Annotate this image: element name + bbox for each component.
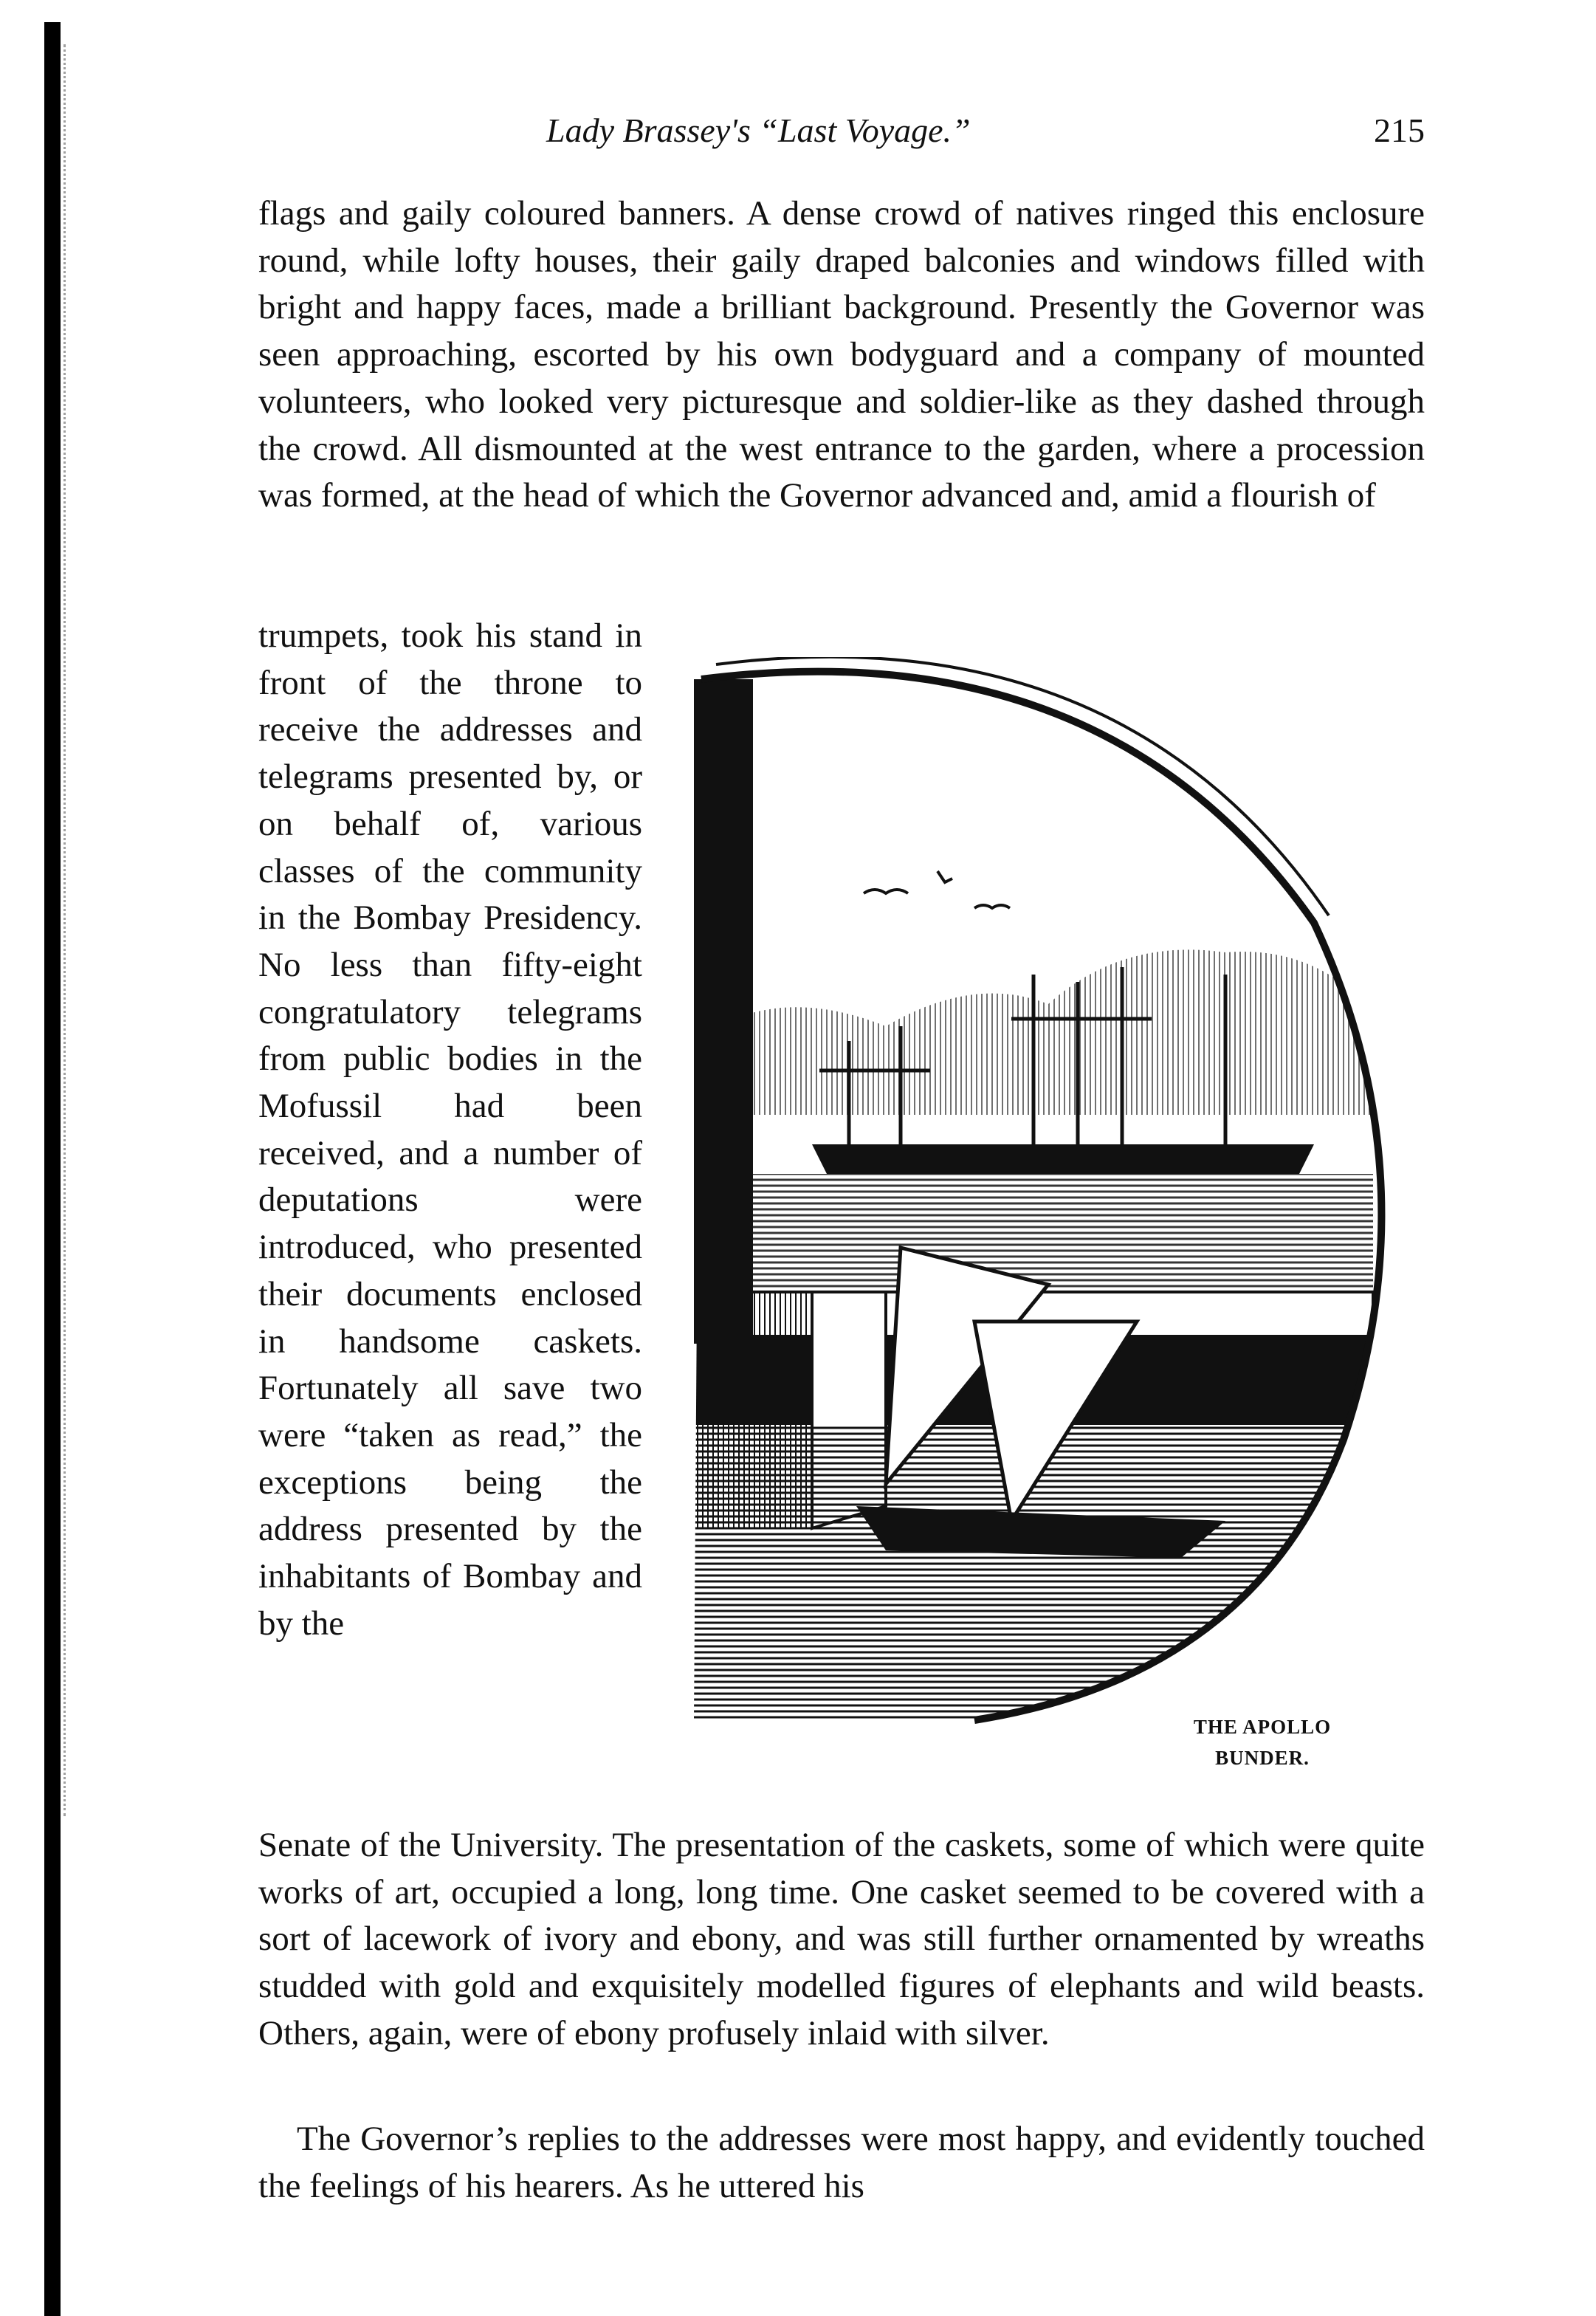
- caption-line-1: THE APOLLO: [1193, 1716, 1332, 1738]
- page-number: 215: [1374, 111, 1425, 149]
- steamship-hull: [812, 1144, 1314, 1174]
- caption-line-2: BUNDER.: [1215, 1747, 1310, 1769]
- book-binding-edge: [44, 22, 61, 2316]
- paragraph-bottom: Senate of the University. The presentation of the caskets, some of which were quite works of art, occupied a long, long time. One casket seemed to be covered with a sort of lacework of ivory and ebony, and was still further ornamented by wreaths studded with gold and exquisitely modelled figures of elephants and wild beasts. Others, again, were of ebony profusely inlaid with silver.: [258, 1826, 1425, 2052]
- page-gutter-shadow: [63, 44, 69, 1816]
- paragraph-last: The Governor’s replies to the addresses were most happy, and evidently touched the feelings of his hearers. As he uttered his: [258, 2120, 1425, 2205]
- running-title: Lady Brassey's “Last Voyage.”: [546, 111, 971, 149]
- paragraph-top: flags and gaily coloured banners. A dense crowd of natives ringed this enclosure round, while lofty houses, their gaily draped balconies and windows filled with bright and happy faces, made a brilliant background. Presently the Governor was seen approaching, escorted by his own bodyguard and a company of mounted volunteers, who looked very picturesque and soldier-like as they dashed through the crowd. All dismounted at the west entrance to the garden, where a procession was formed, at the head of which the Governor advanced and, amid a flourish of: [258, 194, 1425, 515]
- paragraph-wrapped-beside-illustration: trumpets, took his stand in front of the throne to receive the addresses and telegrams presented by, or on behalf of, various classes of the community in the Bombay Presidency. No less than fifty-eight congratulatory telegrams from public bodies in the Mofussil had been received, and a number of deputations were introduced, who presented their documents enclosed in handsome caskets. Fortunately all save two were “taken as read,” the exceptions being the address presented by the inhabitants of Bombay and by the: [258, 616, 642, 1643]
- engraving-scene: [664, 657, 1432, 1794]
- pillar-left: [694, 679, 753, 1344]
- illustration-caption: [1166, 1711, 1358, 1773]
- apollo-bunder-engraving: [664, 657, 1432, 1794]
- page-header: [258, 111, 1425, 162]
